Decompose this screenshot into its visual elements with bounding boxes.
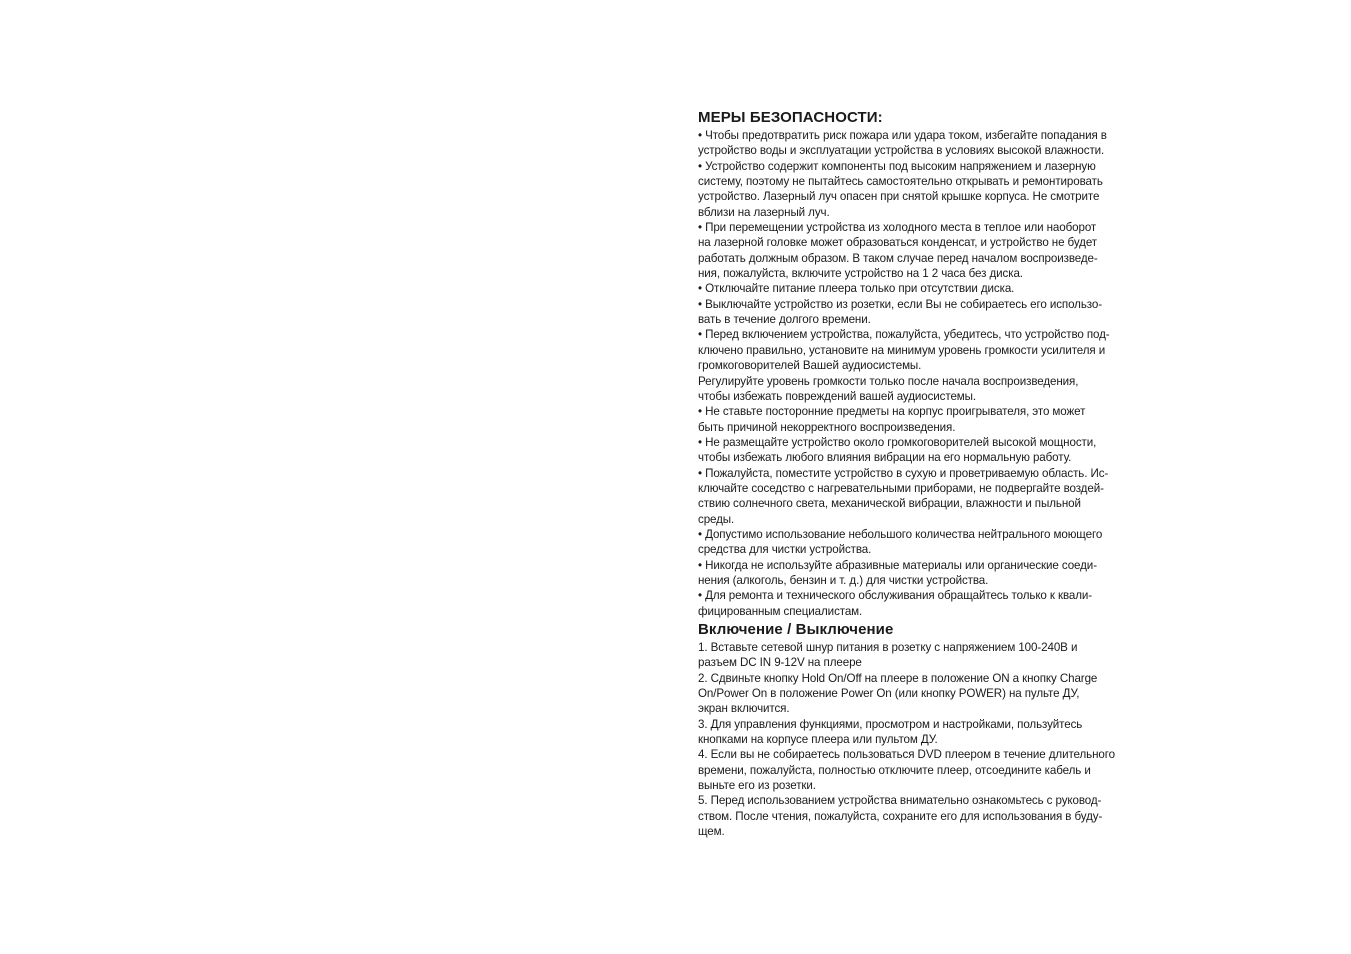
safety-text-line: на лазерной головке может образоваться конденсат, и устройство не будет <box>698 236 1097 250</box>
safety-text-line: • Перед включением устройства, пожалуйста, убедитесь, что устройство под- <box>698 328 1110 342</box>
power-text-line: кнопками на корпусе плеера или пультом ДУ. <box>698 733 938 747</box>
safety-text-line: Регулируйте уровень громкости только после начала воспроизведения, <box>698 374 1079 388</box>
safety-text <box>698 128 1156 619</box>
safety-text-line: чтобы избежать любого влияния вибрации на его нормальную работу. <box>698 451 1072 465</box>
safety-text-line: ключайте соседство с нагревательными приборами, не подвергайте воздей- <box>698 481 1104 495</box>
power-text-line: 5. Перед использованием устройства внимательно ознакомьтесь с руковод- <box>698 794 1102 808</box>
safety-text-line: • Допустимо использование небольшого количества нейтрального моющего <box>698 527 1103 541</box>
power-text-line: ством. После чтения, пожалуйста, сохраните его для использования в буду- <box>698 809 1103 823</box>
safety-text-line: • Устройство содержит компоненты под высоким напряжением и лазерную <box>698 159 1096 173</box>
power-text-line: 3. Для управления функциями, просмотром и настройками, пользуйтесь <box>698 717 1083 731</box>
safety-text-line: • Чтобы предотвратить риск пожара или удара током, избегайте попадания в <box>698 129 1107 142</box>
safety-text-line: нения (алкоголь, бензин и т. д.) для чистки устройства. <box>698 573 989 587</box>
safety-text-line: • Не размещайте устройство около громкоговорителей высокой мощности, <box>698 435 1097 449</box>
power-text <box>698 640 1156 839</box>
safety-text-line: • Отключайте питание плеера только при отсутствии диска. <box>698 282 1015 296</box>
power-text-line: разъем DC IN 9-12V на плеере <box>698 656 862 670</box>
safety-text-line: ключено правильно, установите на минимум уровень громкости усилителя и <box>698 343 1106 357</box>
safety-text-line: • Не ставьте посторонние предметы на корпус проигрывателя, это может <box>698 405 1086 419</box>
power-text-line: времени, пожалуйста, полностью отключите плеер, отсоедините кабель и <box>698 763 1091 777</box>
safety-text-line: • Пожалуйста, поместите устройство в сухую и проветриваемую область. Ис- <box>698 466 1109 480</box>
power-text-line: щем. <box>698 825 725 839</box>
safety-text-line: фицированным специалистам. <box>698 604 863 618</box>
safety-text-line: чтобы избежать повреждений вашей аудиосистемы. <box>698 389 977 403</box>
safety-text-line: систему, поэтому не пытайтесь самостоятельно открывать и ремонтировать <box>698 175 1103 189</box>
safety-text-line: устройство. Лазерный луч опасен при снятой крышке корпуса. Не смотрите <box>698 190 1100 204</box>
safety-text-line: ния, пожалуйста, включите устройство на 1 2 часа без диска. <box>698 267 1023 281</box>
safety-text-line: • Выключайте устройство из розетки, если Вы не собираетесь его использо- <box>698 297 1102 311</box>
safety-text-line: средства для чистки устройства. <box>698 543 872 557</box>
safety-text-line: громкоговорителей Вашей аудиосистемы. <box>698 359 922 373</box>
power-text-line: 4. Если вы не собираетесь пользоваться DVD плеером в течение длительного <box>698 748 1115 762</box>
safety-text-line: устройство воды и эксплуатации устройства в условиях высокой влажности. <box>698 144 1105 158</box>
power-heading: Включение / Выключение <box>698 621 894 638</box>
safety-text-line: вблизи на лазерный луч. <box>698 205 830 219</box>
text-column <box>698 108 1156 839</box>
safety-text-line: • При перемещении устройства из холодного места в теплое или наоборот <box>698 221 1097 235</box>
safety-text-line: • Никогда не используйте абразивные материалы или органические соеди- <box>698 558 1097 572</box>
safety-text-line: • Для ремонта и технического обслуживания обращайтесь только к квали- <box>698 589 1093 603</box>
power-text-line: выньте его из розетки. <box>698 779 816 793</box>
safety-text-line: среды. <box>698 512 735 526</box>
power-text-line: On/Power On в положение Power On (или кнопку POWER) на пульте ДУ, <box>698 687 1080 701</box>
power-text-line: экран включится. <box>698 702 790 716</box>
power-text-line: 2. Сдвиньте кнопку Hold On/Off на плеере в положение ON а кнопку Charge <box>698 671 1098 685</box>
power-text-line: 1. Вставьте сетевой шнур питания в розетку с напряжением 100-240В и <box>698 641 1078 654</box>
safety-text-line: быть причиной некорректного воспроизведения. <box>698 420 956 434</box>
safety-text-line: ствию солнечного света, механической вибрации, влажности и пыльной <box>698 497 1081 511</box>
safety-text-line: вать в течение долгого времени. <box>698 313 871 327</box>
safety-text-line: работать должным образом. В таком случае перед началом воспроизведе- <box>698 251 1098 265</box>
safety-heading: МЕРЫ БЕЗОПАСНОСТИ: <box>698 109 883 126</box>
